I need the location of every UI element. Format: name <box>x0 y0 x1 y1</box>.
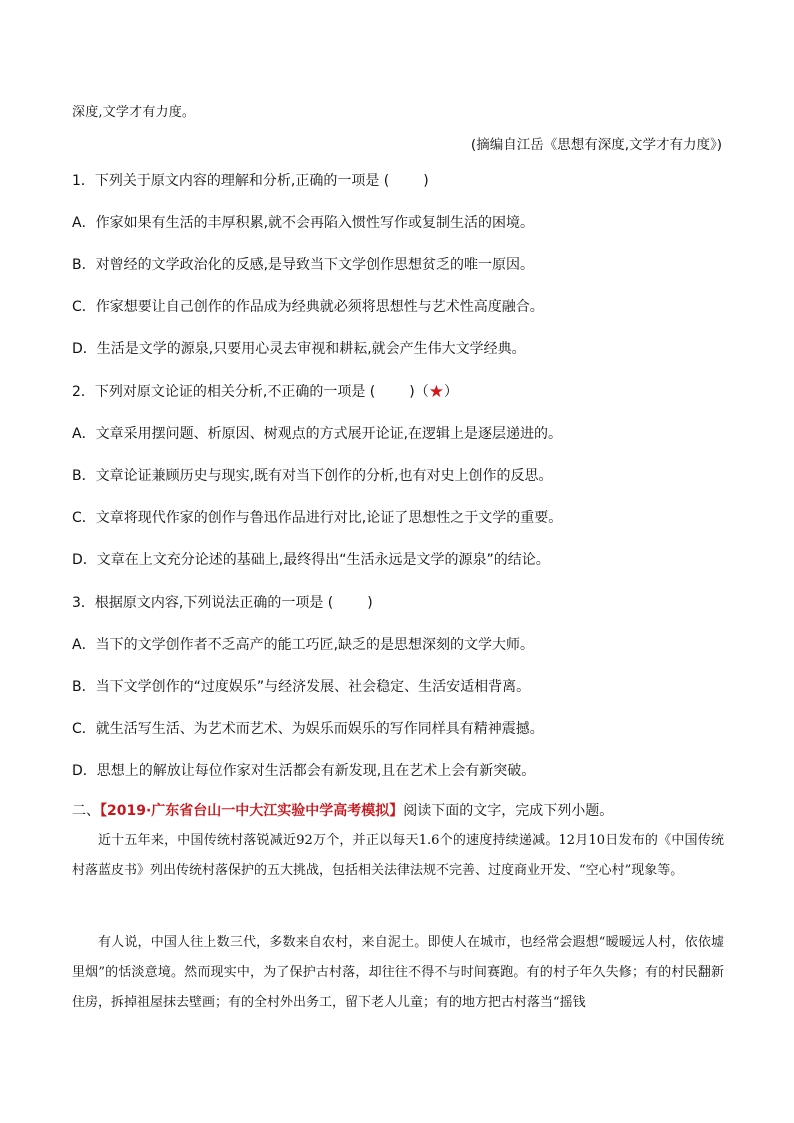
question-2-stem-text: 2．下列对原文论证的相关分析,不正确的一项是 ( <box>72 384 376 400</box>
question-2-option-d: D．文章在上文充分论述的基础上,最终得出“生活永远是文学的源泉”的结论。 <box>72 552 550 568</box>
question-3-option-d: D．思想上的解放让每位作家对生活都会有新发现,且在艺术上会有新突破。 <box>72 763 536 779</box>
source-citation: (摘编自江岳《思想有深度,文学才有力度》) <box>470 137 722 153</box>
question-2-option-a: A．文章采用摆问题、析原因、树观点的方式展开论证,在逻辑上是逐层递进的。 <box>72 426 563 442</box>
section-2-source-tag: 【2019·广东省台山一中大江实验中学高考模拟】 <box>100 803 404 819</box>
question-3-option-c: C．就生活写生活、为艺术而艺术、为娱乐而娱乐的写作同样具有精神震撼。 <box>72 721 544 737</box>
question-1-paren-close: ) <box>423 173 429 189</box>
question-1-stem-text: 1．下列关于原文内容的理解和分析,正确的一项是 ( <box>72 173 390 189</box>
question-3-paren-close: ) <box>367 595 373 611</box>
question-3-option-a: A．当下的文学创作者不乏高产的能工巧匠,缺乏的是思想深刻的文学大师。 <box>72 637 535 653</box>
section-2-prefix: 二、 <box>72 803 100 819</box>
question-1-option-d: D．生活是文学的源泉,只要用心灵去审视和耕耘,就会产生伟大文学经典。 <box>72 341 526 357</box>
question-2-stem <box>72 383 458 401</box>
question-2-option-c: C．文章将现代作家的创作与鲁迅作品进行对比,论证了思想性之于文学的重要。 <box>72 510 563 526</box>
question-2-paren-tail: ） <box>444 384 458 400</box>
question-3-option-b: B．当下文学创作的“过度娱乐”与经济发展、社会稳定、生活安适相背离。 <box>72 679 531 695</box>
passage-paragraph-2: 有人说，中国人往上数三代，多数来自农村，来自泥土。即使人在城市，也经常会遐想“暧暧远人村，依依墟里烟”的恬淡意境。然而现实中，为了保护古村落，却往往不得不与时间赛跑。有的村子年久失修；有的村民翻新住房，拆掉祖屋抹去壁画；有的全村外出务工，留下老人儿童；有的地方把古村落当“摇钱 <box>72 935 724 1010</box>
question-1-option-b: B．对曾经的文学政治化的反感,是导致当下文学创作思想贫乏的唯一原因。 <box>72 257 535 273</box>
question-2-paren-close: )（ <box>409 384 429 400</box>
question-1-option-a: A．作家如果有生活的丰厚积累,就不会再陷入惯性写作或复制生活的困境。 <box>72 215 535 231</box>
section-2-instruction: 阅读下面的文字，完成下列小题。 <box>403 803 614 819</box>
top-fragment: 深度,文学才有力度。 <box>72 105 196 120</box>
question-1-option-c: C．作家想要让自己创作的作品成为经典就必须将思想性与艺术性高度融合。 <box>72 299 544 315</box>
star-icon: ★ <box>428 382 444 402</box>
question-1-stem <box>72 172 429 190</box>
question-3-stem-text: 3．根据原文内容,下列说法正确的一项是 ( <box>72 595 334 611</box>
section-2-heading <box>72 802 613 820</box>
question-2-option-b: B．文章论证兼顾历史与现实,既有对当下创作的分析,也有对史上创作的反思。 <box>72 468 553 484</box>
question-3-stem <box>72 594 373 612</box>
passage-paragraph-1: 近十五年来，中国传统村落锐减近92万个，并正以每天1.6个的速度持续递减。12月10日发布的《中国传统村落蓝皮书》列出传统村落保护的五大挑战，包括相关法律法规不完善、过度商业开发、“空心村”现象等。 <box>72 833 724 878</box>
